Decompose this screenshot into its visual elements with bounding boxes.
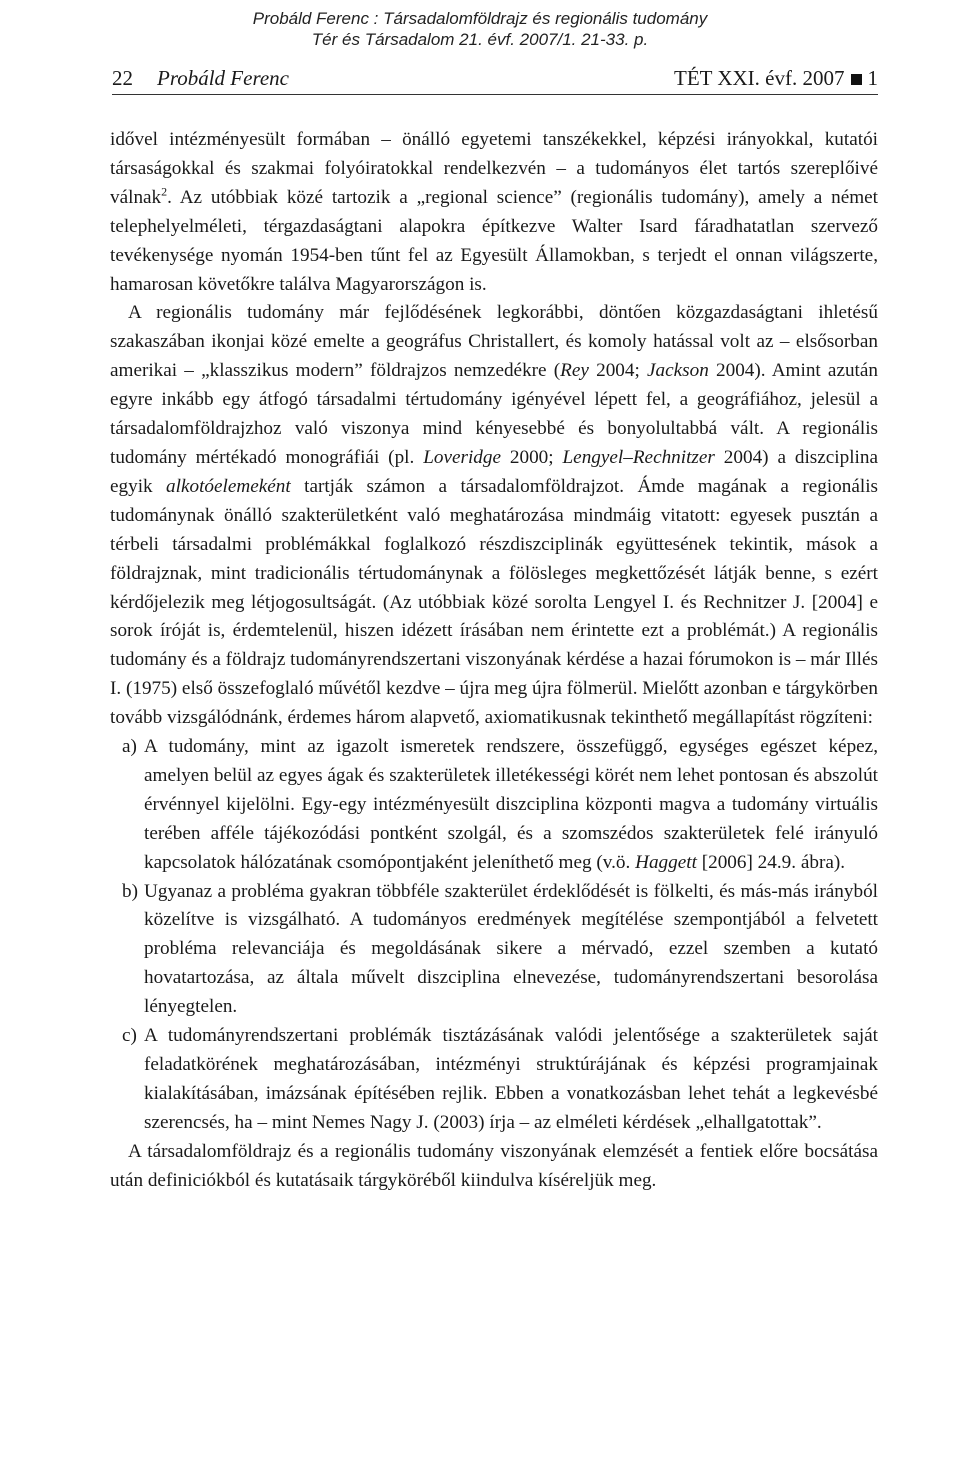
paragraph-1-part-a: idővel intézményesült formában – önálló egyetemi tanszékekkel, képzési irányokkal, kutatói társaságokkal és szakmai folyóiratokkal rendelkezvén – a tudományos élet tartós szereplőivé válnak: [110, 129, 878, 208]
citation-jackson: Jackson: [647, 360, 709, 382]
paragraph-1-part-b: . Az utóbbiak közé tartozik a „regional science” (regionális tudomány), amely a német telephelyelméleti, térgazdaságtani alapokra építkezve Walter Isard fáradhatatlan szervező tevékenysége nyomán 1954-ben tűnt fel az Egyesült Államokban, s terjedt el onnan világszerte, hamarosan követőkre találva Magyarországon is.: [110, 186, 878, 295]
journal-name: TÉT XXI. évf. 2007: [674, 66, 845, 90]
citation-line-2: Tér és Társadalom 21. évf. 2007/1. 21-33. p.: [311, 30, 649, 49]
citation-haggett: Haggett: [635, 851, 697, 873]
list-label: b): [122, 880, 138, 902]
list-item-c: [110, 1022, 878, 1138]
running-head-right: [674, 64, 878, 92]
citation-header: [0, 8, 960, 50]
running-head: [112, 64, 878, 95]
citation-lengyel-rechnitzer: Lengyel–Rechnitzer: [562, 446, 715, 468]
list-item-text: A tudomány, mint az igazolt ismeretek rendszere, összefüggő, egységes egészet képez, amelyen belül az egyes ágak és szakterületek illetékességi körét nem lehet pontosan és abszolút érvénnyel kijelölni. Egy-egy intézményesült diszciplina központi magva a tudomány virtuális terében afféle tájékozódási pontként szolgál, és a szomszédos szakterületek felé irányuló kapcsolatok hálózatának csomópontjaként jeleníthető meg (v.ö.: [144, 736, 878, 873]
p2-text-6: tartják számon a társadalomföldrajzot. Ámde magának a regionális tudománynak önálló szakterületként való meghatározása mindmáig vitatott: egyesek pusztán a térbeli társadalmi problémákkal foglalkozó részdiszciplinák együttesének tekintik, mások a földrajznak, mint tradicionális tértudománynak a fölösleges megkettőzését látják benne, s ezért kérdőjelezik meg létjogosultságát. (Az utóbbiak közé sorolta Lengyel I. és Rechnitzer J. [2004] e sorok íróját is, érdemtelenül, hiszen idézett írásában nem érintette ezt a problémát.) A regionális tudomány és a földrajz tudományrendszertani viszonyának kérdése a hazai fórumokon is – már Illés I. (1975) első összefoglaló művétől kezdve – újra meg újra fölmerül. Mielőtt azonban e tárgykörben tovább vizsgálódnánk, érdemes három alapvető, axiomatikusnak tekinthető megállapítást rögzíteni:: [110, 475, 878, 729]
running-head-left: [112, 64, 289, 92]
p2-text-2: 2004;: [588, 360, 648, 382]
footnote-ref: 2: [161, 184, 168, 199]
citation-rey: Rey: [560, 360, 589, 382]
p2-text-5: 2004) a diszciplina egyik: [110, 446, 878, 497]
square-bullet-icon: [851, 74, 862, 85]
citation-line-1: Probáld Ferenc : Társadalomföldrajz és regionális tudomány: [252, 9, 708, 28]
list-label: a): [122, 736, 137, 758]
list-item-text: Ugyanaz a probléma gyakran többféle szakterület érdeklődését is fölkelti, és más-más irányból közelítve is vizsgálható. A tudományos eredmények megítélése szempontjából a felvetett probléma relevanciája és megoldásának sikere a mérvadó, ezzel szemben a kutató hovatartozása, az általa művelt diszciplina elnevezése, tudományrendszertani besorolása lényegtelen.: [144, 880, 878, 1018]
paragraph-3: A társadalomföldrajz és a regionális tudomány viszonyának elemzését a fentiek előre bocsátása után definiciókból és kutatásaik tárgyköréből kiindulva kíséreljük meg.: [110, 1140, 878, 1191]
issue-number: 1: [867, 66, 878, 90]
paragraph-1: [110, 126, 878, 299]
page-number: 22: [112, 66, 133, 90]
p2-text-1: A regionális tudomány már fejlődésének legkorábbi, döntően közgazdaságtani ihletésű szakaszában ikonjai közé emelte a geográfus Christallert, és komoly hatással volt az – elsősorban amerikai – „klasszikus modern” földrajzos nemzedékre (: [110, 302, 878, 382]
list-item-text-end: [2006] 24.9. ábra).: [696, 851, 846, 873]
body-text: [110, 126, 878, 1196]
list-item-a: [110, 733, 878, 878]
p2-text-4: 2000;: [501, 446, 563, 468]
paragraph-2: [110, 299, 878, 733]
list-item-text: A tudományrendszertani problémák tisztázásának valódi jelentősége a szakterületek saját feladatkörének meghatározásában, intézményi struktúrájának és képzési programjainak kialakításában, imázsának építésében rejlik. Ebben a vonatkozásban lehet tehát a legkevésbé szerencsés, ha – mint Nemes Nagy J. (2003) írja – az elméleti kérdések „elhallgatottak”.: [144, 1025, 878, 1133]
emphasis-alkotoelemekent: alkotóelemeként: [166, 475, 291, 497]
list-item-b: [110, 878, 878, 1023]
list-label: c): [122, 1025, 137, 1047]
p2-text-3: 2004). Amint azután egyre inkább egy átfogó társadalmi tértudomány igényével lépett fel, a geográfiához, jelesül a társadalomföldrajzhoz való viszonya mind kényesebbé és bonyolultabbá vált. A regionális tudomány mértékadó monográfiái (pl.: [110, 360, 878, 468]
running-head-author: Probáld Ferenc: [157, 66, 289, 90]
citation-loveridge: Loveridge: [423, 446, 501, 468]
